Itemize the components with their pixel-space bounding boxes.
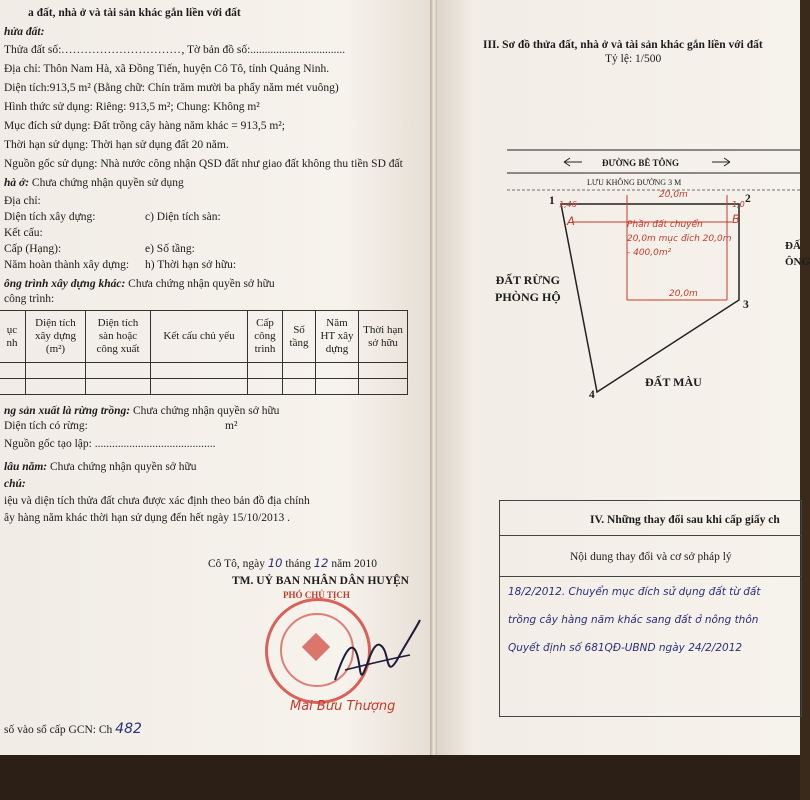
red-left-dim: 1,46	[559, 200, 577, 209]
point-a: A	[567, 214, 575, 228]
grade: Cấp (Hạng):	[4, 243, 62, 255]
forest-neighbor-label: ĐẤT RỪNG PHÒNG HỘ	[495, 273, 561, 304]
notes-heading: chú:	[4, 478, 26, 490]
note-line-2: ây hàng năm khác thời hạn sử dụng đến hết ngày 15/10/2013 .	[4, 512, 291, 524]
parcel-diagram	[437, 0, 800, 420]
purpose-line: Mục đích sử dụng: Đất trồng cây hàng năm khác = 913,5 m²;	[4, 120, 285, 132]
forest-unit: m²	[225, 420, 238, 432]
red-converted-area: Phần đất chuyển 20,0m mục đích 20,0m - 400,0m²	[627, 220, 732, 258]
table-header: ục nh	[0, 311, 26, 363]
changes-column-header: Nội dung thay đổi và cơ sở pháp lý	[570, 551, 732, 563]
parcel-heading: hửa đất:	[4, 26, 45, 38]
table-header: Kết cấu chủ yếu	[151, 311, 248, 363]
point-3: 3	[743, 299, 749, 311]
table-header: Số tầng	[283, 311, 316, 363]
point-2: 2	[745, 193, 751, 205]
issue-date: Cô Tô, ngày 10 tháng 12 năm 2010	[208, 556, 377, 570]
own-term: h) Thời hạn sở hữu:	[145, 259, 237, 271]
creation-origin: Nguồn gốc tạo lập: ..........................................	[4, 438, 216, 450]
change-note-line-1: 18/2/2012. Chuyển mục đích sử dụng đất từ đất	[508, 586, 761, 598]
house-line: hà ở: Chưa chứng nhận quyền sử dụng	[4, 177, 184, 189]
other-construction: ông trình xây dựng khác: Chưa chứng nhận quyền sở hữu	[4, 278, 275, 290]
perennial-line: lâu năm: Chưa chứng nhận quyền sở hữu	[4, 461, 197, 473]
road-margin-label: LƯU KHÔNG ĐƯỜNG 3 M	[587, 178, 682, 187]
table-surface	[0, 755, 800, 800]
parcel-number-line: Thửa đất số:..............................., Tờ bản đồ số:.................................	[4, 44, 346, 56]
table-header: Diện tích xây dựng (m²)	[26, 311, 86, 363]
signer-title: TM. UỶ BAN NHÂN DÂN HUYỆN	[232, 575, 409, 587]
forest-line: ng sản xuất là rừng trồng: Chưa chứng nhận quyền sở hữu	[4, 405, 280, 417]
section-heading: a đất, nhà ở và tài sản khác gắn liền với đất	[28, 7, 241, 19]
structure: Kết cấu:	[4, 227, 43, 239]
right-page	[437, 0, 810, 760]
table-row	[0, 379, 408, 395]
house-address: Địa chỉ:	[4, 195, 41, 207]
build-area: Diện tích xây dựng:	[4, 211, 96, 223]
changes-title: IV. Những thay đổi sau khi cấp giấy ch	[590, 514, 780, 526]
changes-table	[499, 500, 802, 717]
use-form-line: Hình thức sử dụng: Riêng: 913,5 m²; Chung: Không m²	[4, 101, 260, 113]
east-neighbor-label: ĐẤ ÔNG	[785, 240, 810, 268]
road-label: ĐƯỜNG BÊ TÔNG	[602, 158, 680, 168]
year-built: Năm hoàn thành xây dựng:	[4, 259, 130, 271]
change-note-line-2: trồng cây hàng năm khác sang đất ở nông thôn	[508, 614, 759, 626]
floors: e) Số tầng:	[145, 243, 195, 255]
area-line: Diện tích:913,5 m² (Bằng chữ: Chín trăm mười ba phẩy năm mét vuông)	[4, 82, 339, 94]
term-line: Thời hạn sử dụng: Thời hạn sử dụng đất 20 năm.	[4, 139, 229, 151]
point-1: 1	[549, 195, 555, 207]
red-right-dim: 1,0	[732, 200, 745, 209]
deputy-title-stamp: PHÓ CHỦ TỊCH	[283, 590, 350, 600]
diagram-title: III. Sơ đồ thửa đất, nhà ở và tài sản khác gắn liền với đất	[483, 39, 763, 51]
construction-label: công trình:	[4, 293, 55, 305]
change-note-line-3: Quyết định số 681QĐ-UBND ngày 24/2/2012	[508, 642, 743, 654]
table-header: Diện tích sàn hoặc công xuất	[86, 311, 151, 363]
construction-table	[0, 310, 408, 395]
signature	[325, 610, 425, 700]
diagram-scale: Tỷ lệ: 1/500	[605, 53, 662, 65]
red-top-dim: 20,0m	[659, 190, 688, 200]
floor-area: c) Diện tích sàn:	[145, 211, 221, 223]
field-neighbor-label: ĐẤT MÀU	[645, 375, 702, 389]
table-header: Thời hạn sở hữu	[359, 311, 408, 363]
gcn-entry: số vào sổ cấp GCN: Ch 482	[4, 721, 142, 737]
signer-name: Mai Bưu Thượng	[290, 699, 396, 714]
table-row	[0, 363, 408, 379]
forest-area: Diện tích có rừng:	[4, 420, 88, 432]
address-line: Địa chỉ: Thôn Nam Hà, xã Đồng Tiến, huyện Cô Tô, tỉnh Quảng Ninh.	[4, 63, 330, 75]
table-header: Năm HT xây dựng	[316, 311, 359, 363]
origin-line: Nguồn gốc sử dụng: Nhà nước công nhận QSD đất như giao đất không thu tiền SD đất	[4, 158, 403, 170]
point-4: 4	[589, 389, 595, 401]
point-b: B	[732, 212, 740, 226]
note-line-1: iệu và diện tích thửa đất chưa được xác định theo bản đồ địa chính	[4, 495, 310, 507]
red-bottom-dim: 20,0m	[669, 289, 698, 299]
table-header: Cấp công trình	[248, 311, 283, 363]
